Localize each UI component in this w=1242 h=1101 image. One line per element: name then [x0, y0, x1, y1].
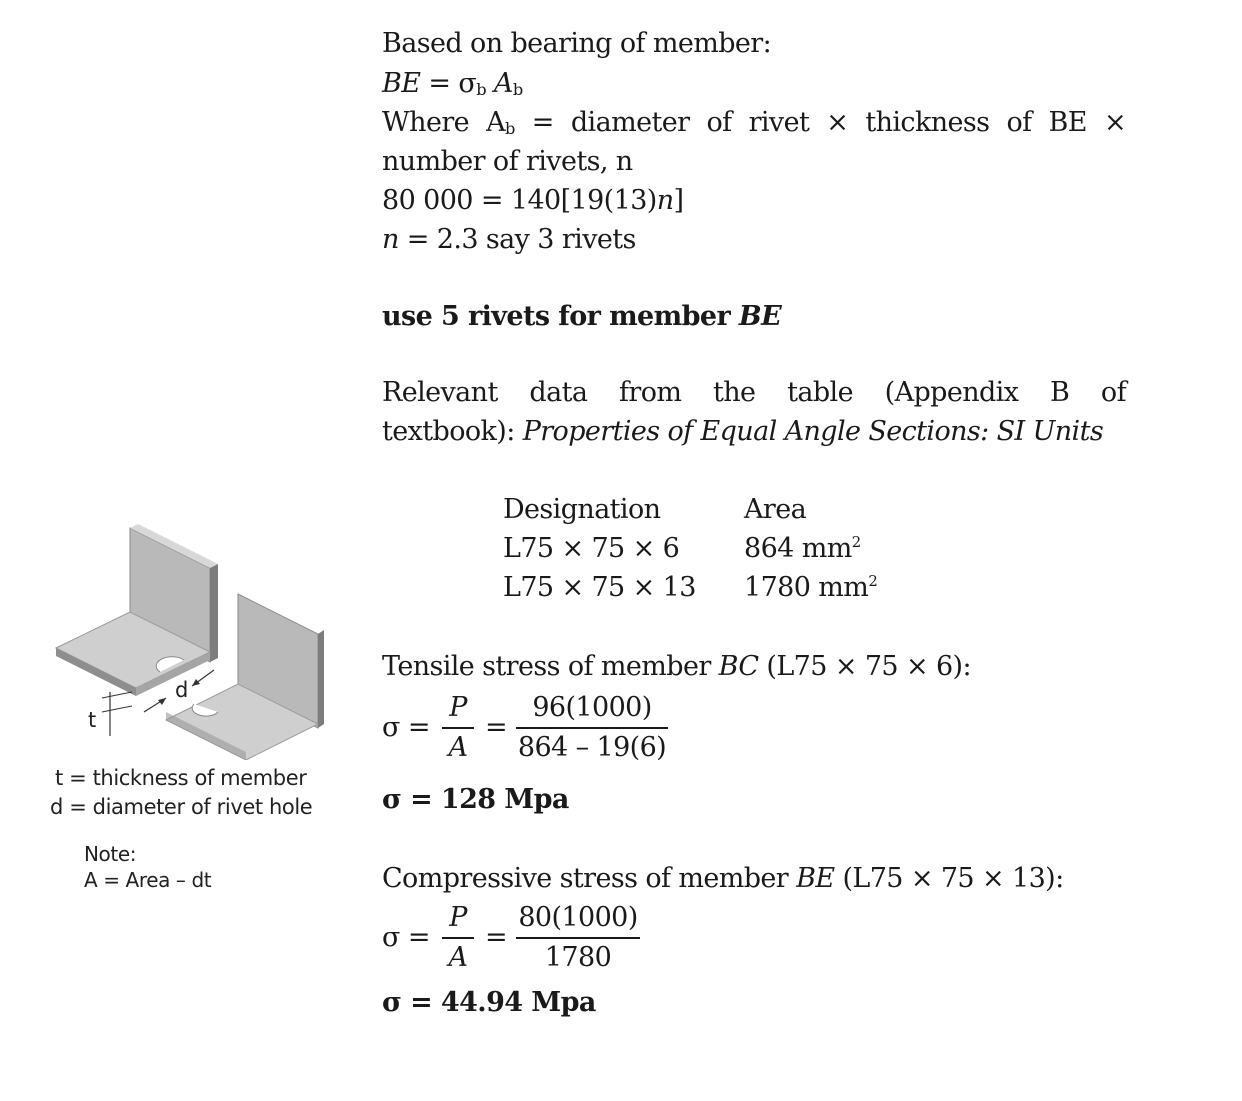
caption-diameter: d = diameter of rivet hole	[50, 795, 313, 819]
bearing-calc: 80 000 = 140[19(13)n]	[382, 185, 684, 216]
where-line-2: number of rivets, n	[382, 146, 633, 177]
bearing-result: n = 2.3 say 3 rivets	[382, 224, 636, 255]
table-row-1-area: 864 $mm^2$	[744, 533, 861, 564]
compressive-fraction-pa: P A	[442, 902, 474, 973]
label-t: t	[88, 708, 96, 732]
tensile-heading: Tensile stress of member BC (L75 × 75 × 6):	[382, 651, 971, 682]
compressive-heading: Compressive stress of member BE (L75 × 75 × 13):	[382, 863, 1064, 894]
tensile-result: σ = 128 Mpa	[382, 784, 569, 815]
note-text: A = Area – dt	[84, 868, 212, 892]
tensile-fraction-values: 96(1000) 864 – 19(6)	[517, 692, 667, 763]
caption-thickness: t = thickness of member	[55, 766, 307, 790]
relevant-line-2: textbook): Properties of Equal Angle Sections: SI Units	[382, 416, 1104, 447]
table-header-designation: Designation	[503, 494, 661, 525]
bearing-heading: Based on bearing of member:	[382, 28, 772, 59]
where-line-1: Where $A_b$ = diameter of rivet × thickness of BE ×	[382, 107, 1126, 138]
label-d: d	[175, 678, 188, 702]
table-row-2-designation: L75 × 75 × 13	[503, 572, 696, 603]
tensile-fraction-pa: P A	[442, 692, 474, 763]
compressive-result: σ = 44.94 Mpa	[382, 987, 596, 1018]
table-row-2-area: 1780 $mm^2$	[744, 572, 878, 603]
conclusion: use 5 rivets for member BE	[382, 301, 782, 332]
tensile-sigma-eq: σ =	[382, 712, 430, 743]
bearing-formula: BE = $\sigma_b$ $A_b$	[382, 68, 523, 99]
table-header-area: Area	[744, 494, 807, 525]
table-row-1-designation: L75 × 75 × 6	[503, 533, 680, 564]
relevant-line-1: Relevant data from the table (Appendix B of	[382, 377, 1126, 408]
compressive-sigma-eq: σ =	[382, 922, 430, 953]
compressive-fraction-values: 80(1000) 1780	[516, 902, 640, 973]
tensile-equals: =	[485, 712, 508, 743]
compressive-equals: =	[485, 922, 508, 953]
note-title: Note:	[84, 842, 137, 866]
